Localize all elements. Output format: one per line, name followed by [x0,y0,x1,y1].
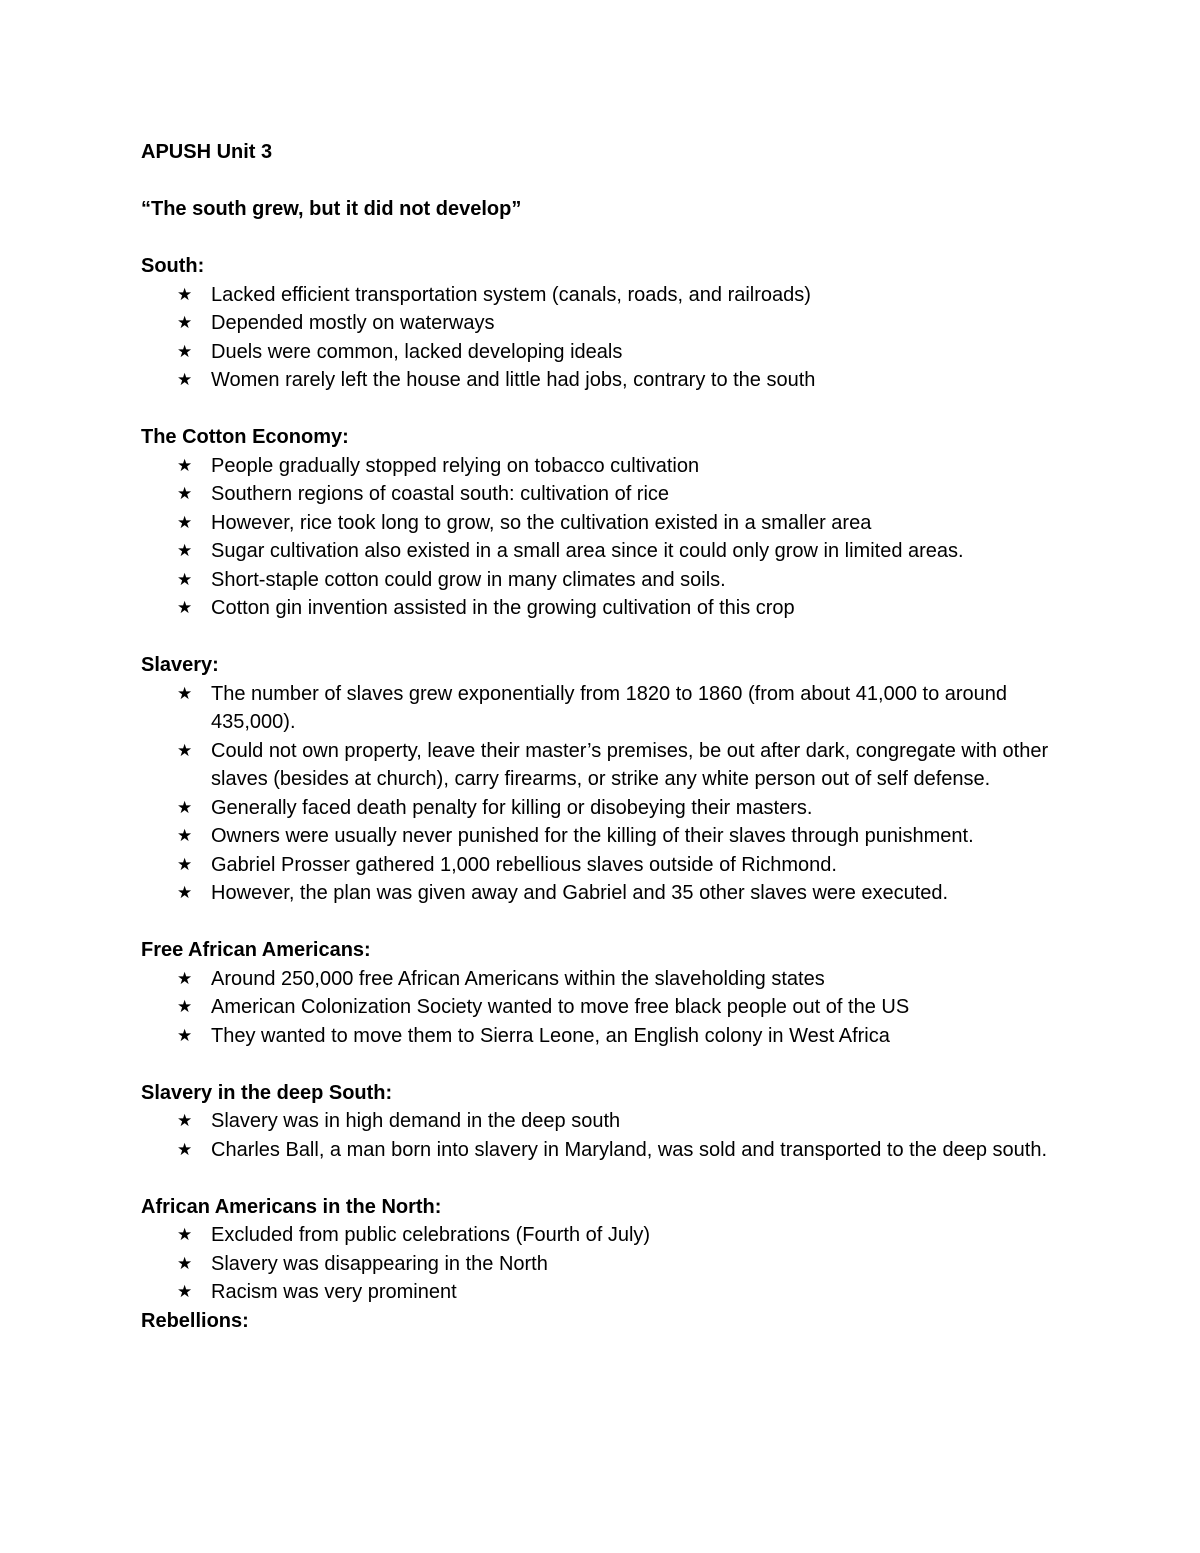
list-item-text: Sugar cultivation also existed in a small area since it could only grow in limited areas. [211,540,964,562]
list-item [141,566,1061,595]
list-item [141,851,1061,880]
list-item [141,338,1061,367]
list-item-text: They wanted to move them to Sierra Leone, an English colony in West Africa [211,1024,890,1047]
star-bullet-icon: ★ [177,484,193,504]
list-item-text: However, the plan was given away and Gabriel and 35 other slaves were executed. [211,882,949,904]
star-bullet-icon: ★ [177,541,193,561]
section-heading: African Americans in the North: [141,1195,442,1218]
star-bullet-icon: ★ [177,968,193,989]
section-heading: Slavery in the deep South: [141,1081,393,1104]
star-bullet-icon: ★ [177,341,193,362]
list-item [141,452,1061,481]
notes-section [141,936,1061,1050]
list-item-text: Duels were common, lacked developing ideals [211,340,623,363]
star-bullet-icon: ★ [177,797,193,818]
list-item-text: American Colonization Society wanted to move free black people out of the US [211,996,910,1018]
list-item [141,965,1061,994]
star-bullet-icon: ★ [177,1282,193,1302]
document-title: APUSH Unit 3 [141,141,273,163]
list-item [141,1136,1061,1165]
notes-section [141,1079,1061,1165]
section-quote: “The south grew, but it did not develop” [141,198,522,220]
list-item [141,309,1061,338]
star-bullet-icon: ★ [177,997,193,1017]
list-item-text: Racism was very prominent [211,1281,457,1303]
list-item [141,1107,1061,1136]
list-item [141,1022,1061,1051]
list-item-text: Could not own property, leave their master’s premises, be out after dark, congregate with other slaves (besides at church), carry firearms, or strike any white person out of self defense. [211,739,1049,790]
list-item-text: Women rarely left the house and little had jobs, contrary to the south [211,369,816,391]
list-item-text: Slavery was disappearing in the North [211,1252,548,1275]
list-item [141,794,1061,823]
list-item-text: Slavery was in high demand in the deep south [211,1110,621,1132]
bullet-list [141,281,1061,395]
section-heading: Rebellions: [141,1309,249,1332]
section-heading: The Cotton Economy: [141,426,349,448]
star-bullet-icon: ★ [177,740,193,761]
star-bullet-icon: ★ [177,284,193,305]
list-item-text: The number of slaves grew exponentially from 1820 to 1860 (from about 41,000 to around 435,000). [211,682,1008,733]
star-bullet-icon: ★ [177,569,193,590]
star-bullet-icon: ★ [177,883,193,903]
star-bullet-icon: ★ [177,1225,193,1245]
list-item-text: Generally faced death penalty for killing or disobeying their masters. [211,796,813,819]
star-bullet-icon: ★ [177,1253,193,1274]
list-item-text: Owners were usually never punished for the killing of their slaves through punishment. [211,825,974,847]
list-item-text: Short-staple cotton could grow in many climates and soils. [211,568,726,591]
section-heading: Slavery: [141,654,219,676]
bullet-list [141,1221,1061,1307]
list-item [141,822,1061,851]
notes-section [141,252,1061,395]
star-bullet-icon: ★ [177,1111,193,1131]
star-bullet-icon: ★ [177,854,193,875]
list-item-text: People gradually stopped relying on tobacco cultivation [211,454,700,477]
list-item [141,480,1061,509]
list-item [141,1221,1061,1250]
list-item-text: Gabriel Prosser gathered 1,000 rebellious slaves outside of Richmond. [211,853,837,876]
list-item [141,594,1061,623]
star-bullet-icon: ★ [177,598,193,618]
bullet-list [141,965,1061,1051]
list-item-text: Cotton gin invention assisted in the growing cultivation of this crop [211,597,795,619]
bullet-list [141,1107,1061,1164]
list-item [141,680,1061,737]
notes-section [141,1307,1061,1336]
list-item-text: Southern regions of coastal south: cultivation of rice [211,483,670,505]
star-bullet-icon: ★ [177,683,193,704]
list-item-text: Depended mostly on waterways [211,312,495,334]
list-item [141,879,1061,908]
list-item [141,993,1061,1022]
document-page [141,138,1061,1335]
list-item-text: However, rice took long to grow, so the cultivation existed in a smaller area [211,511,872,534]
list-item-text: Excluded from public celebrations (Fourth of July) [211,1224,651,1246]
list-item [141,281,1061,310]
notes-sections [141,252,1061,1335]
list-item [141,1250,1061,1279]
list-item-text: Lacked efficient transportation system (canals, roads, and railroads) [211,283,811,306]
section-heading: Free African Americans: [141,939,371,961]
star-bullet-icon: ★ [177,313,193,333]
bullet-list [141,680,1061,908]
list-item [141,737,1061,794]
list-item [141,1278,1061,1307]
notes-section [141,651,1061,908]
list-item-text: Charles Ball, a man born into slavery in Maryland, was sold and transported to the deep south. [211,1138,1048,1161]
list-item [141,537,1061,566]
star-bullet-icon: ★ [177,370,193,390]
star-bullet-icon: ★ [177,512,193,533]
list-item-text: Around 250,000 free African Americans within the slaveholding states [211,967,825,990]
star-bullet-icon: ★ [177,826,193,846]
list-item [141,509,1061,538]
star-bullet-icon: ★ [177,1025,193,1046]
bullet-list [141,452,1061,623]
notes-section [141,423,1061,623]
star-bullet-icon: ★ [177,455,193,476]
star-bullet-icon: ★ [177,1139,193,1160]
section-heading: South: [141,255,205,277]
list-item [141,366,1061,395]
notes-section [141,1193,1061,1307]
